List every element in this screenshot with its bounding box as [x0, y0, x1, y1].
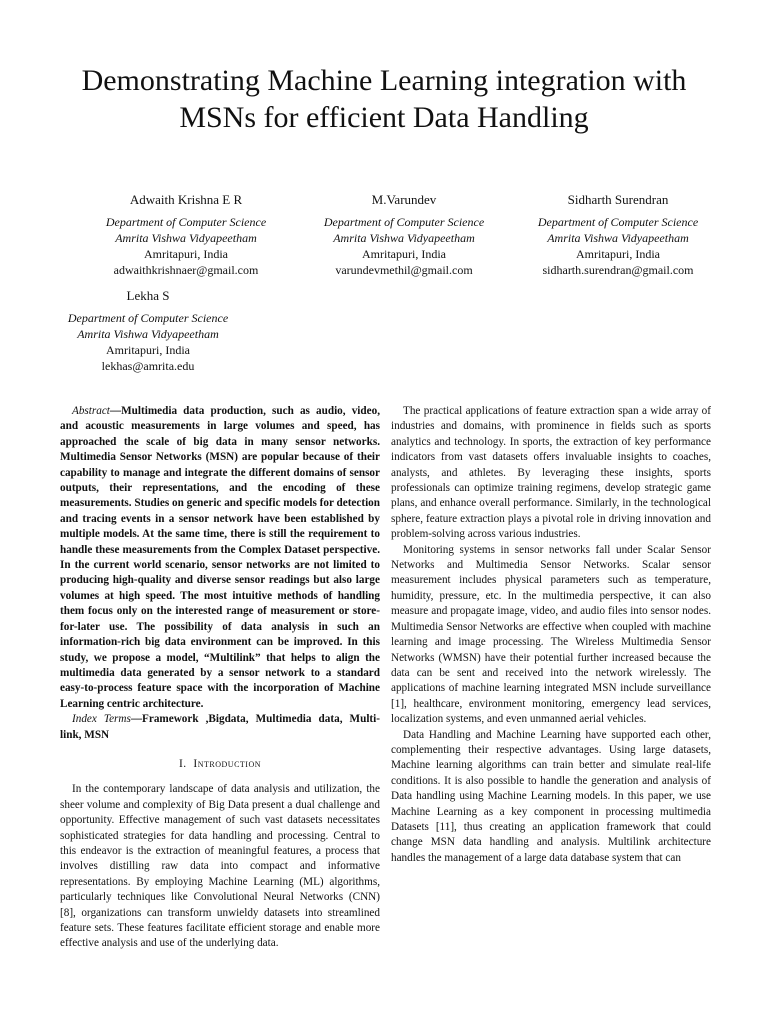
author-department: Department of Computer Science	[67, 311, 229, 325]
left-column	[60, 404, 380, 952]
author-name: Lekha S	[126, 288, 170, 303]
author-location: Amritapuri, India	[106, 343, 190, 357]
author-email: sidharth.surendran@gmail.com	[542, 263, 694, 277]
author-location: Amritapuri, India	[144, 247, 228, 261]
author-institution: Amrita Vishwa Vidyapeetham	[77, 327, 219, 341]
author-email: varundevmethil@gmail.com	[335, 263, 473, 277]
author-institution: Amrita Vishwa Vidyapeetham	[115, 231, 257, 245]
author-institution: Amrita Vishwa Vidyapeetham	[547, 231, 689, 245]
body-paragraph-2: Monitoring systems in sensor networks fall under Scalar Sensor Networks and Multimedia Sensor Networks. Scalar sensor measurement includes physical parameters such as temperature, humidity, pressure, etc. In the multimedia perspective, it can also measure and propagate image, video, and audio files into sensor nodes. Multimedia Sensor Networks are effective when coupled with machine learning and image processing. The Wireless Multimedia Sensor Networks (WMSN) have their potential further increased because the data can be sent and received into the network wirelessly. The applications of machine learning integrated MSN include surveillance [1], healthcare, environment monitoring, emergency lead services, localization systems, and even unmanned aerial vehicles.	[391, 543, 711, 726]
author-block-1	[76, 192, 296, 278]
index-terms-lead: Index Terms	[72, 713, 131, 726]
author-location: Amritapuri, India	[576, 247, 660, 261]
index-terms-text: —Framework ,Bigdata, Multimedia data, Multi-link, MSN	[60, 713, 380, 741]
author-name: Adwaith Krishna E R	[129, 192, 243, 207]
body-paragraph-3: Data Handling and Machine Learning have supported each other, complementing their respective advantages. Using large datasets, Machine learning algorithms can train better and simulate real-life conditions. It is also possible to handle the generation and analysis of Data handling using Machine Learning models. In this paper, we use Machine Learning as a key component in processing multimedia Datasets [11], thus creating an application framework that could change MSN data handling and analysis. Multilink architecture handles the management of a large data database system that can	[391, 728, 711, 864]
paper-title: Demonstrating Machine Learning integration with MSNs for efficient Data Handling	[81, 64, 687, 134]
author-institution: Amrita Vishwa Vidyapeetham	[333, 231, 475, 245]
abstract	[60, 404, 380, 712]
author-block-3	[508, 192, 728, 278]
author-name: M.Varundev	[371, 192, 437, 207]
intro-paragraph: In the contemporary landscape of data analysis and utilization, the sheer volume and complexity of Big Data present a dual challenge and opportunity. Effective management of such vast datasets necessitates sophisticated strategies for data handling and processing. Central to this endeavor is the extraction of meaningful features, a process that involves distilling raw data into compact and informative representations. By employing Machine Learning (ML) algorithms, particularly techniques like Convolutional Neural Networks (CNN) [8], organizations can transform unwieldy datasets into streamlined feature sets. These features facilitate efficient storage and enable more effective analysis and use of the underlying data.	[60, 783, 380, 950]
section-heading	[60, 757, 380, 772]
author-email: adwaithkrishnaer@gmail.com	[113, 263, 259, 277]
section-number: I.	[178, 757, 187, 770]
author-block-2	[294, 192, 514, 278]
abstract-text: —Multimedia data production, such as audio, video, and acoustic measurements in large volumes and speed, has approached the scale of big data in many sensor networks. Multimedia Sensor Networks (MSN) are popular because of their capability to manage and integrate the different domains of sensor outputs, their representations, and the encoding of these measurements. Studies on generic and specific models for detection and tracing events in a sensor network have been established by multiple models. At the same time, there is still the requirement to handle these measurements from the Complex Dataset perspective. In the current world scenario, sensor networks are not limited to producing high-quality and diverse sensor readings but also large volumes at high speed. The most intuitive methods of handling them focus only on the interested range of measurement or store-for-later use. The possibility of data analysis in such an information-rich big data environment can be improved. In this study, we propose a model, “Multilink” that helps to align the multimedia data generated by a sensor network to a standard easy-to-process feature space with the incorporation of Machine Learning centric architecture.	[60, 405, 380, 710]
author-department: Department of Computer Science	[105, 215, 267, 229]
abstract-lead: Abstract	[72, 405, 110, 417]
right-column	[391, 404, 711, 866]
author-name: Sidharth Surendran	[567, 192, 669, 207]
author-block-4	[38, 288, 258, 374]
author-department: Department of Computer Science	[537, 215, 699, 229]
body-paragraph-1: The practical applications of feature extraction span a wide array of industries and domains, with prominence in fields such as sports analytics and technology. In sports, the extraction of key performance indicators from vast datasets offers invaluable insights to coaches, analysts, and athletes. By leveraging these insights, sports professionals can optimize training regimens, develop strategic game plans, and enhance overall performance. Similarly, in the technological sphere, feature extraction plays a pivotal role in driving innovation and problem-solving across various industries.	[391, 405, 711, 541]
author-department: Department of Computer Science	[323, 215, 485, 229]
author-location: Amritapuri, India	[362, 247, 446, 261]
section-title: Introduction	[193, 757, 262, 770]
index-terms	[60, 712, 380, 743]
author-email: lekhas@amrita.edu	[101, 359, 195, 373]
